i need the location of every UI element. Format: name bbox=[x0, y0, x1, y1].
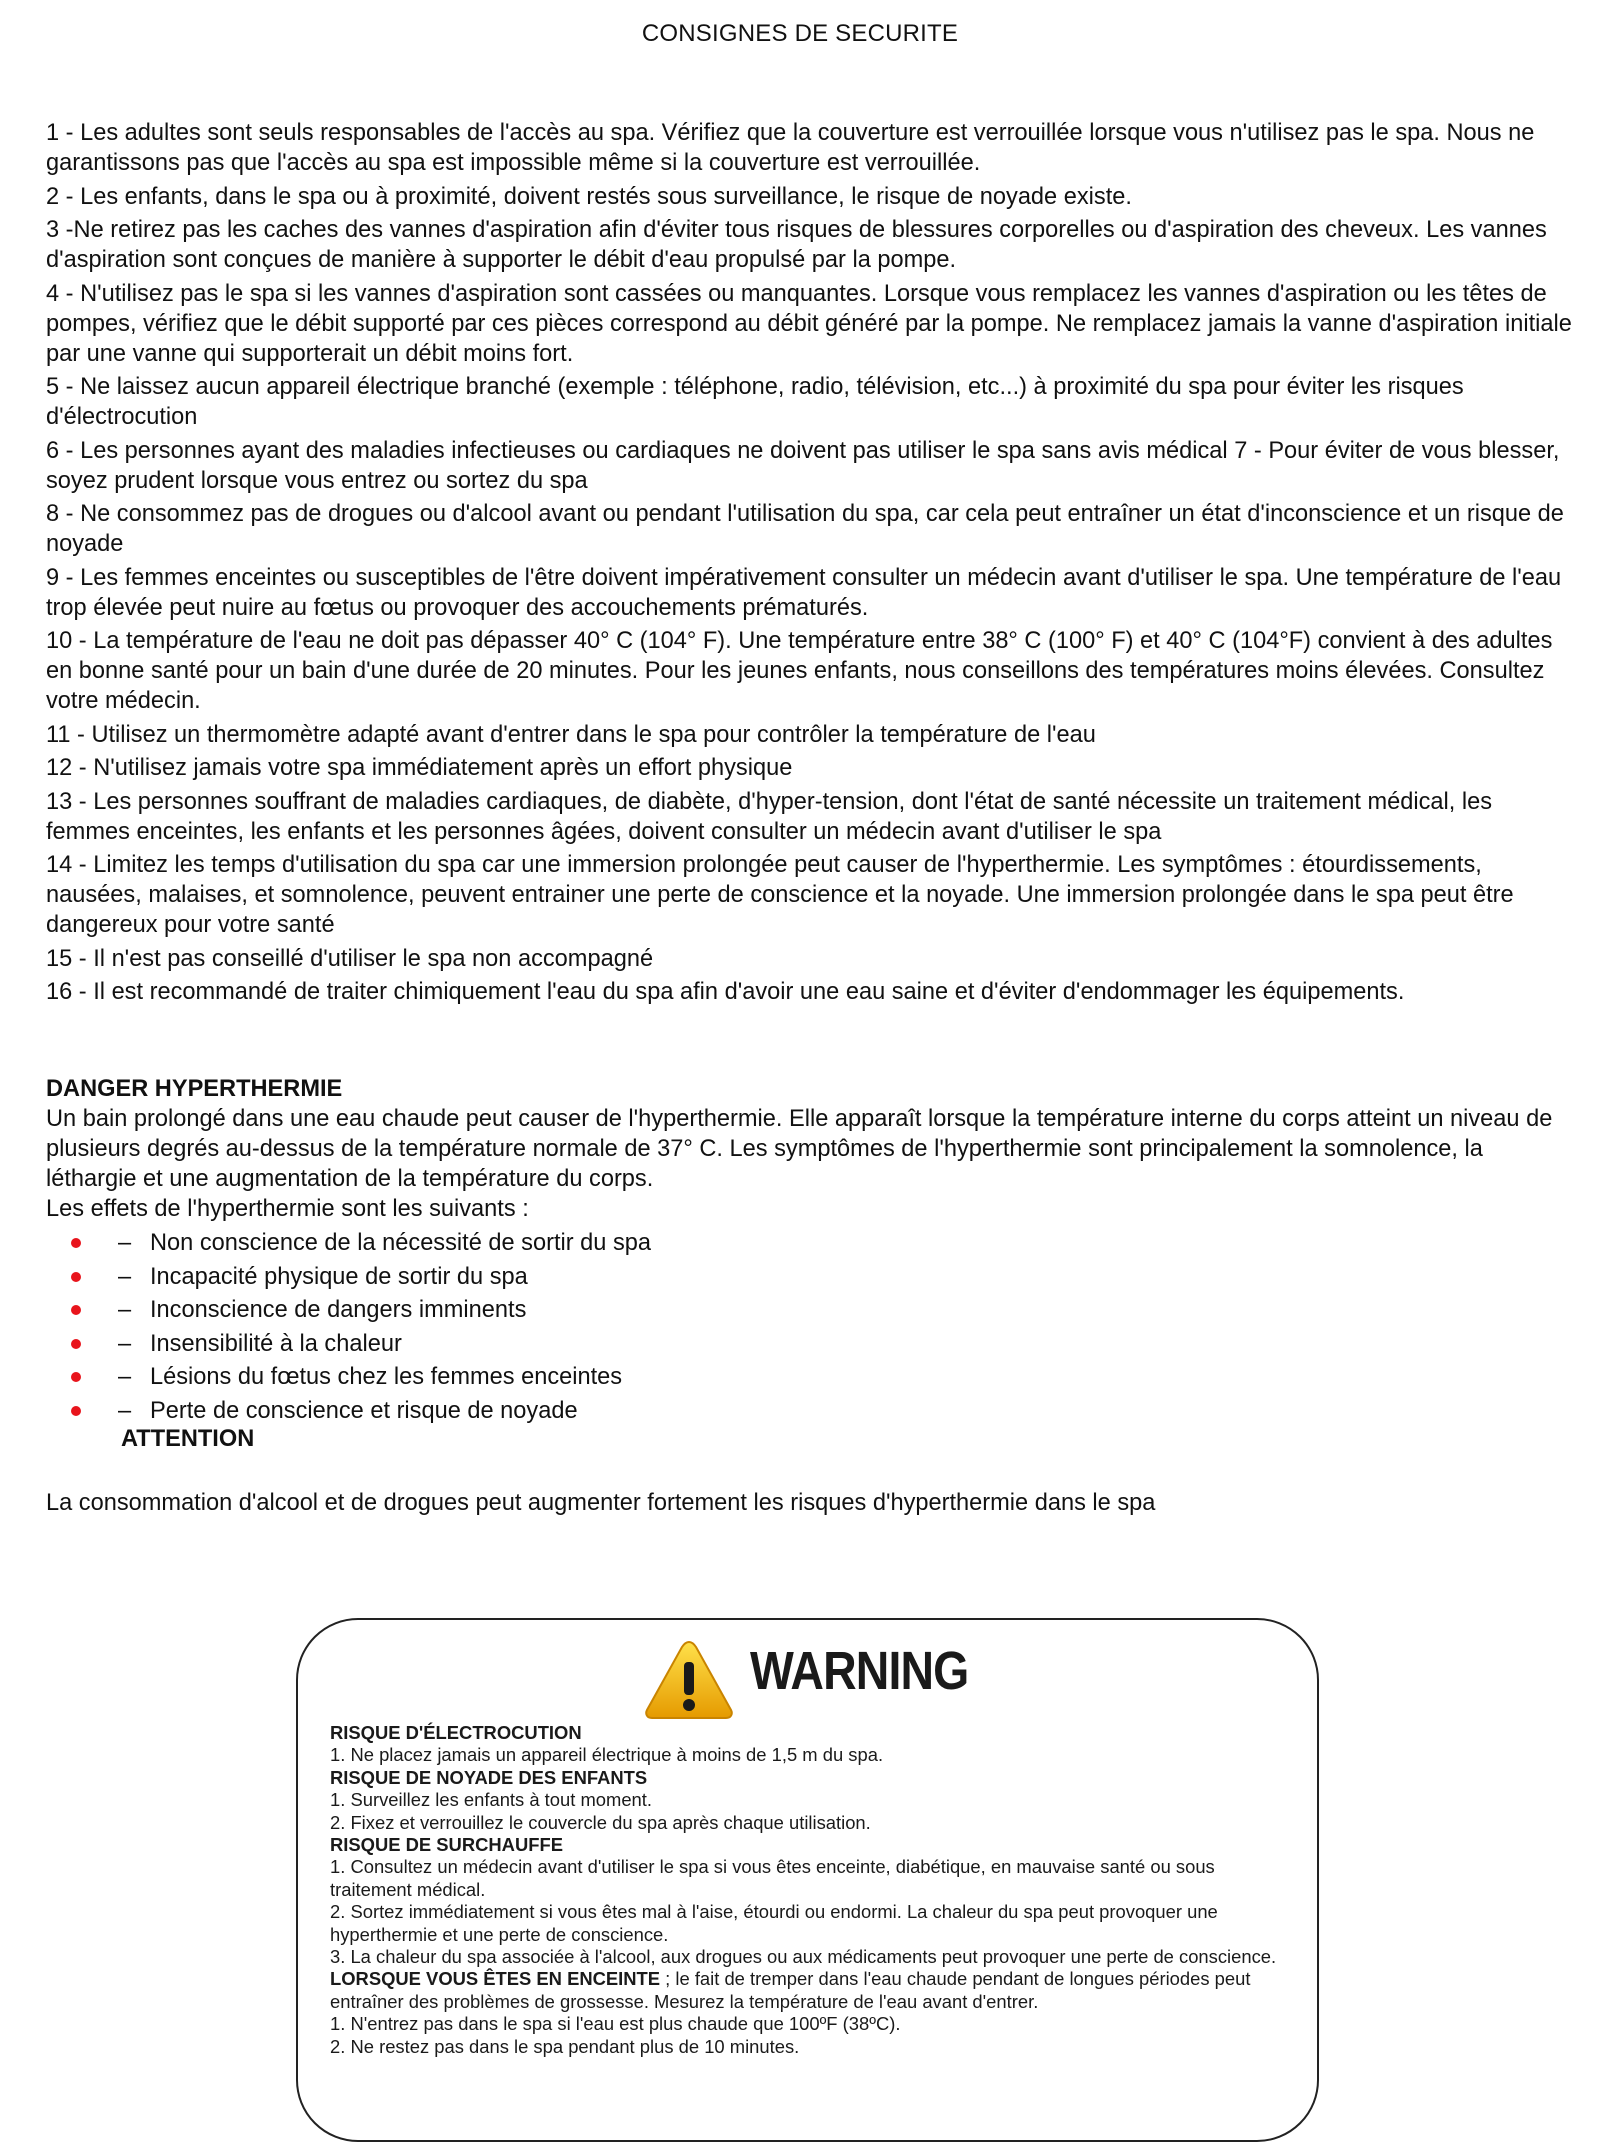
closing-statement: La consommation d'alcool et de drogues peut augmenter fortement les risques d'hyperthermie dans le spa bbox=[46, 1490, 1156, 1516]
rule-item: 15 - Il n'est pas conseillé d'utiliser le spa non accompagné bbox=[46, 945, 654, 972]
warning-body bbox=[330, 1722, 1280, 2058]
rule-item: 9 - Les femmes enceintes ou susceptibles de l'être doivent impérativement consulter un médecin avant d'utiliser le spa. Une température de l'eau trop élevée peut nuire au fœtus ou provoquer des accouchements prématurés. bbox=[46, 564, 1562, 621]
safety-rules-list bbox=[46, 118, 1576, 1011]
warning-item: 2. Fixez et verrouillez le couvercle du spa après chaque utilisation. bbox=[330, 1811, 871, 1833]
dash: – bbox=[118, 1364, 132, 1390]
warning-section-title: RISQUE DE SURCHAUFFE bbox=[330, 1834, 563, 1856]
warning-heading: WARNING bbox=[750, 1641, 969, 1701]
rule-item: 5 - Ne laissez aucun appareil électrique branché (exemple : téléphone, radio, télévision, etc...) à proximité du spa pour éviter les risques d'électrocution bbox=[46, 374, 1464, 430]
list-item bbox=[46, 1361, 1576, 1395]
warning-item: 1. Surveillez les enfants à tout moment. bbox=[330, 1789, 652, 1811]
dash: – bbox=[118, 1263, 132, 1290]
effect-text: Inconscience de dangers imminents bbox=[150, 1297, 527, 1323]
effect-text: Lésions du fœtus chez les femmes enceintes bbox=[150, 1364, 623, 1390]
danger-title: DANGER HYPERTHERMIE bbox=[46, 1076, 343, 1102]
danger-hyperthermia-section bbox=[46, 1074, 1576, 1428]
dash: – bbox=[118, 1397, 132, 1424]
red-bullet-icon bbox=[71, 1238, 81, 1248]
red-bullet-icon bbox=[71, 1406, 81, 1416]
effect-text: Non conscience de la nécessité de sortir du spa bbox=[150, 1230, 651, 1256]
effect-text: Perte de conscience et risque de noyade bbox=[150, 1397, 578, 1424]
warning-triangle-icon bbox=[643, 1638, 735, 1722]
effect-text: Incapacité physique de sortir du spa bbox=[150, 1263, 528, 1290]
warning-item: 1. N'entrez pas dans le spa si l'eau est plus chaude que 100ºF (38ºC). bbox=[330, 2013, 901, 2035]
rule-item: 11 - Utilisez un thermomètre adapté avant d'entrer dans le spa pour contrôler la température de l'eau bbox=[46, 721, 1096, 748]
warning-item: 1. Ne placez jamais un appareil électrique à moins de 1,5 m du spa. bbox=[330, 1744, 884, 1766]
warning-pregnancy-text: ; le fait de tremper dans l'eau chaude pendant de longues périodes peut entraîner des problèmes de grossesse. Mesurez la température de l'eau avant d'entrer. bbox=[330, 1968, 1251, 2012]
rule-item: 3 -Ne retirez pas les caches des vannes d'aspiration afin d'éviter tous risques de blessures corporelles ou d'aspiration des cheveux. Les vannes d'aspiration sont conçues de manière à supporter le débit d'eau propulsé par la pompe. bbox=[46, 217, 1547, 273]
rule-item: 10 - La température de l'eau ne doit pas dépasser 40° C (104° F). Une température entre 38° C (100° F) et 40° C (104°F) convient à des adultes en bonne santé pour un bain d'une durée de 20 minutes. Pour les jeunes enfants, nous conseillons des températures moins élevées. Consultez votre médecin. bbox=[46, 628, 1553, 714]
list-item bbox=[46, 1294, 1576, 1328]
warning-item: 2. Ne restez pas dans le spa pendant plus de 10 minutes. bbox=[330, 2035, 800, 2057]
list-item bbox=[46, 1328, 1576, 1362]
rule-item: 16 - Il est recommandé de traiter chimiquement l'eau du spa afin d'avoir une eau saine et d'éviter d'endommager les équipements. bbox=[46, 979, 1405, 1005]
danger-paragraph: Un bain prolongé dans une eau chaude peut causer de l'hyperthermie. Elle apparaît lorsque la température interne du corps atteint un niveau de plusieurs degrés au-dessus de la température normale de 37° C. Les symptômes de l'hyperthermie sont principalement la somnolence, la léthargie et une augmentation de la température du corps. bbox=[46, 1106, 1553, 1192]
effect-text: Insensibilité à la chaleur bbox=[150, 1330, 402, 1357]
rule-item: 6 - Les personnes ayant des maladies infectieuses ou cardiaques ne doivent pas utiliser le spa sans avis médical 7 - Pour éviter de vous blesser, soyez prudent lorsque vous entrez ou sortez du spa bbox=[46, 437, 1560, 494]
list-item bbox=[46, 1227, 1576, 1261]
effects-intro: Les effets de l'hyperthermie sont les suivants : bbox=[46, 1196, 529, 1222]
warning-item: 3. La chaleur du spa associée à l'alcool, aux drogues ou aux médicaments peut provoquer une perte de conscience. bbox=[330, 1946, 1277, 1968]
dash: – bbox=[118, 1297, 132, 1323]
red-bullet-icon bbox=[71, 1372, 81, 1382]
warning-box bbox=[296, 1618, 1319, 2142]
rule-item: 2 - Les enfants, dans le spa ou à proximité, doivent restés sous surveillance, le risque de noyade existe. bbox=[46, 183, 1132, 210]
dash: – bbox=[118, 1330, 132, 1357]
rule-item: 13 - Les personnes souffrant de maladies cardiaques, de diabète, d'hyper-tension, dont l'état de santé nécessite un traitement médical, les femmes enceintes, les enfants et les personnes âgées, doivent consulter un médecin avant d'utiliser le spa bbox=[46, 788, 1493, 845]
dash: – bbox=[118, 1230, 132, 1256]
attention-label: ATTENTION bbox=[121, 1426, 255, 1452]
list-item bbox=[46, 1395, 1576, 1429]
page-title: CONSIGNES DE SECURITE bbox=[641, 20, 959, 47]
effects-list bbox=[46, 1227, 1576, 1428]
red-bullet-icon bbox=[71, 1272, 81, 1282]
rule-item: 14 - Limitez les temps d'utilisation du spa car une immersion prolongée peut causer de l'hyperthermie. Les symptômes : étourdissements, nausées, malaises, et somnolence, peuvent entrainer une perte de conscience et la noyade. Une immersion prolongée dans le spa peut être dangereux pour votre santé bbox=[46, 852, 1514, 938]
warning-pregnancy-paragraph bbox=[330, 1968, 1280, 2013]
warning-item: 2. Sortez immédiatement si vous êtes mal à l'aise, étourdi ou endormi. La chaleur du spa peut provoquer une hyperthermie et une perte de conscience. bbox=[330, 1901, 1218, 1945]
warning-section-title: LORSQUE VOUS ÊTES EN ENCEINTE bbox=[330, 1968, 661, 1990]
warning-item: 1. Consultez un médecin avant d'utiliser le spa si vous êtes enceinte, diabétique, en mauvaise santé ou sous traitement médical. bbox=[330, 1856, 1215, 1900]
warning-section-title: RISQUE DE NOYADE DES ENFANTS bbox=[330, 1766, 648, 1788]
warning-section-title: RISQUE D'ÉLECTROCUTION bbox=[330, 1722, 582, 1743]
rule-item: 4 - N'utilisez pas le spa si les vannes d'aspiration sont cassées ou manquantes. Lorsque vous remplacez les vannes d'aspiration ou les têtes de pompes, vérifiez que le débit supporté par ces pièces correspond au débit généré par la pompe. Ne remplacez jamais la vanne d'aspiration initiale par une vanne qui supporterait un débit moins fort. bbox=[46, 280, 1572, 367]
red-bullet-icon bbox=[71, 1305, 81, 1315]
rule-item: 12 - N'utilisez jamais votre spa immédiatement après un effort physique bbox=[46, 755, 793, 781]
list-item bbox=[46, 1261, 1576, 1295]
rule-item: 1 - Les adultes sont seuls responsables de l'accès au spa. Vérifiez que la couverture est verrouillée lorsque vous n'utilisez pas le spa. Nous ne garantissons pas que l'accès au spa est impossible même si la couverture est verrouillée. bbox=[46, 120, 1535, 176]
rule-item: 8 - Ne consommez pas de drogues ou d'alcool avant ou pendant l'utilisation du spa, car cela peut entraîner un état d'inconscience et un risque de noyade bbox=[46, 501, 1564, 557]
red-bullet-icon bbox=[71, 1339, 81, 1349]
